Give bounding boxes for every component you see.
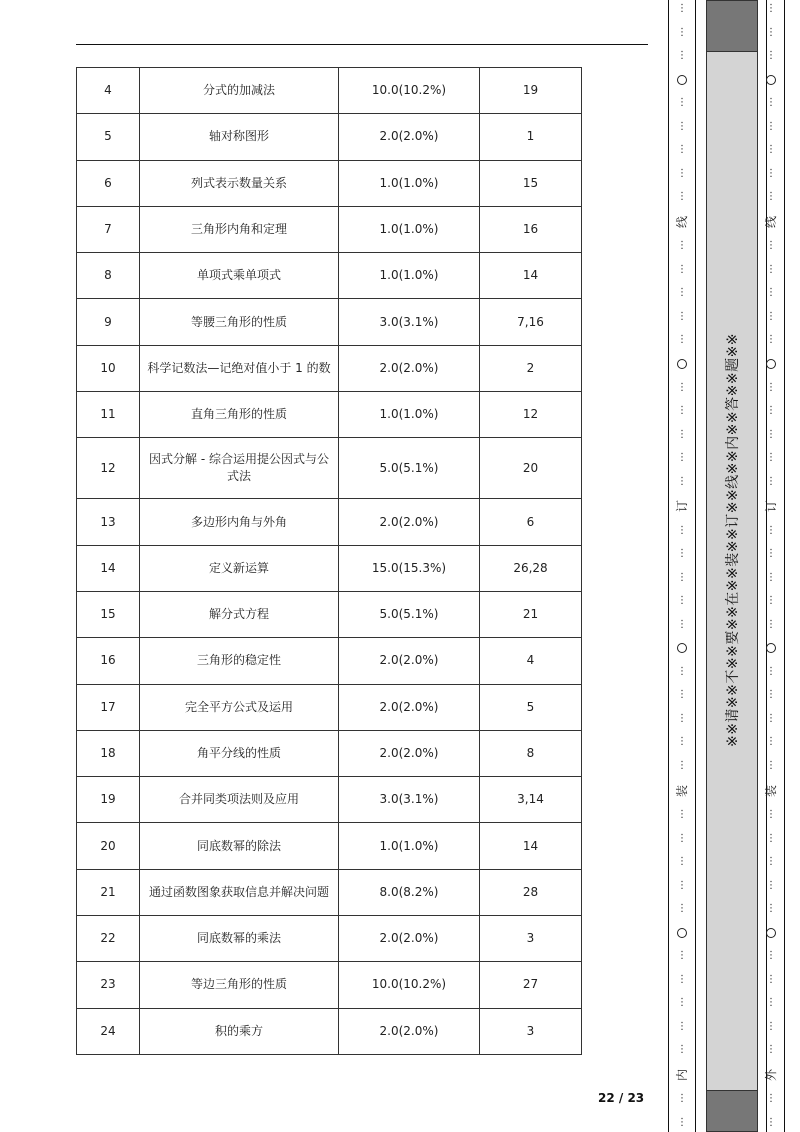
dot-leader: ⋮	[766, 1044, 776, 1056]
question-numbers-cell: 19	[480, 68, 582, 114]
question-numbers-cell: 16	[480, 206, 582, 252]
question-numbers-cell: 3,14	[480, 777, 582, 823]
table-row	[77, 68, 582, 114]
question-numbers-cell: 3	[480, 1008, 582, 1054]
hole-circle-icon	[766, 75, 776, 85]
row-number: 11	[77, 392, 140, 438]
dot-leader: ⋮	[766, 973, 776, 985]
inner-binding-char: 线	[674, 215, 689, 228]
outer-binding-char: 线	[763, 215, 778, 228]
question-numbers-cell: 20	[480, 438, 582, 499]
dot-leader: ⋮	[677, 3, 687, 14]
score-cell: 5.0(5.1%)	[339, 591, 480, 637]
hole-circle-icon	[677, 359, 687, 369]
row-number: 12	[77, 438, 140, 499]
score-cell: 1.0(1.0%)	[339, 253, 480, 299]
inner-dotted-column	[672, 0, 692, 1132]
dot-leader: ⋮	[766, 809, 776, 821]
dot-leader: ⋮	[677, 712, 687, 724]
score-cell: 10.0(10.2%)	[339, 68, 480, 114]
dot-leader: ⋮	[766, 1020, 776, 1032]
topic-cell: 直角三角形的性质	[140, 392, 339, 438]
dot-leader: ⋮	[677, 1116, 687, 1128]
question-numbers-cell: 6	[480, 499, 582, 545]
hole-circle-icon	[677, 643, 687, 653]
dot-leader: ⋮	[766, 689, 776, 701]
table-row	[77, 392, 582, 438]
dot-leader: ⋮	[766, 405, 776, 417]
dot-leader: ⋮	[766, 144, 776, 156]
table-row	[77, 114, 582, 160]
dot-leader: ⋮	[677, 263, 687, 275]
dot-leader: ⋮	[677, 595, 687, 607]
dot-leader: ⋮	[677, 665, 687, 677]
row-number: 8	[77, 253, 140, 299]
table-row	[77, 823, 582, 869]
outer-binding-char: 外	[763, 1068, 778, 1081]
dot-leader: ⋮	[677, 287, 687, 299]
dot-leader: ⋮	[766, 1116, 776, 1128]
table-row	[77, 499, 582, 545]
dot-leader: ⋮	[677, 97, 687, 109]
table-row	[77, 206, 582, 252]
table-row	[77, 591, 582, 637]
dot-leader: ⋮	[766, 548, 776, 560]
dot-leader: ⋮	[677, 973, 687, 985]
topic-cell: 同底数幂的除法	[140, 823, 339, 869]
question-numbers-cell: 14	[480, 253, 582, 299]
dot-leader: ⋮	[677, 240, 687, 252]
score-cell: 2.0(2.0%)	[339, 916, 480, 962]
table-row	[77, 160, 582, 206]
binding-notice: ※※请※※不※※要※※在※※装※※订※※线※※内※※答※※题※※	[725, 332, 741, 748]
dot-leader: ⋮	[766, 475, 776, 487]
dot-leader: ⋮	[766, 665, 776, 677]
hole-circle-icon	[677, 928, 687, 938]
table-row	[77, 916, 582, 962]
question-numbers-cell: 27	[480, 962, 582, 1008]
dot-leader: ⋮	[766, 240, 776, 252]
dot-leader: ⋮	[677, 381, 687, 393]
row-number: 21	[77, 869, 140, 915]
hole-circle-icon	[766, 643, 776, 653]
dot-leader: ⋮	[766, 191, 776, 203]
row-number: 23	[77, 962, 140, 1008]
row-number: 7	[77, 206, 140, 252]
row-number: 15	[77, 591, 140, 637]
score-cell: 2.0(2.0%)	[339, 499, 480, 545]
dot-leader: ⋮	[766, 167, 776, 179]
score-cell: 3.0(3.1%)	[339, 777, 480, 823]
topic-cell: 因式分解 - 综合运用提公因式与公式法	[140, 438, 339, 499]
table-row	[77, 684, 582, 730]
row-number: 5	[77, 114, 140, 160]
table-row	[77, 438, 582, 499]
knowledge-table	[76, 67, 582, 1055]
hole-circle-icon	[766, 359, 776, 369]
row-number: 16	[77, 638, 140, 684]
inner-binding-char: 内	[674, 1068, 689, 1081]
outer-binding-char: 订	[763, 500, 778, 513]
table-row	[77, 869, 582, 915]
topic-cell: 角平分线的性质	[140, 730, 339, 776]
question-numbers-cell: 21	[480, 591, 582, 637]
dot-leader: ⋮	[766, 736, 776, 748]
topic-cell: 等腰三角形的性质	[140, 299, 339, 345]
dot-leader: ⋮	[766, 524, 776, 536]
dot-leader: ⋮	[677, 524, 687, 536]
inner-binding-char: 装	[674, 784, 689, 797]
table-row	[77, 962, 582, 1008]
score-cell: 3.0(3.1%)	[339, 299, 480, 345]
dot-leader: ⋮	[677, 144, 687, 156]
score-cell: 10.0(10.2%)	[339, 962, 480, 1008]
dot-leader: ⋮	[677, 736, 687, 748]
question-numbers-cell: 7,16	[480, 299, 582, 345]
dot-leader: ⋮	[766, 832, 776, 844]
question-numbers-cell: 8	[480, 730, 582, 776]
dot-leader: ⋮	[766, 26, 776, 38]
dot-leader: ⋮	[766, 760, 776, 771]
dot-leader: ⋮	[766, 903, 776, 915]
row-number: 18	[77, 730, 140, 776]
dot-leader: ⋮	[677, 950, 687, 962]
dot-leader: ⋮	[766, 334, 776, 346]
dot-leader: ⋮	[766, 879, 776, 891]
score-cell: 2.0(2.0%)	[339, 730, 480, 776]
dot-leader: ⋮	[677, 310, 687, 322]
score-cell: 15.0(15.3%)	[339, 545, 480, 591]
score-cell: 2.0(2.0%)	[339, 114, 480, 160]
topic-cell: 同底数幂的乘法	[140, 916, 339, 962]
topic-cell: 积的乘方	[140, 1008, 339, 1054]
hole-circle-icon	[677, 75, 687, 85]
dot-leader: ⋮	[766, 381, 776, 393]
question-numbers-cell: 1	[480, 114, 582, 160]
dot-leader: ⋮	[766, 120, 776, 132]
dot-leader: ⋮	[677, 26, 687, 38]
dot-leader: ⋮	[677, 1093, 687, 1105]
topic-cell: 解分式方程	[140, 591, 339, 637]
table-row	[77, 1008, 582, 1054]
binding-block-bottom	[706, 1090, 758, 1132]
dot-leader: ⋮	[766, 997, 776, 1009]
dot-leader: ⋮	[766, 595, 776, 607]
topic-cell: 多边形内角与外角	[140, 499, 339, 545]
question-numbers-cell: 14	[480, 823, 582, 869]
topic-cell: 等边三角形的性质	[140, 962, 339, 1008]
topic-cell: 通过函数图象获取信息并解决问题	[140, 869, 339, 915]
row-number: 24	[77, 1008, 140, 1054]
row-number: 9	[77, 299, 140, 345]
dot-leader: ⋮	[766, 1093, 776, 1105]
table-row	[77, 345, 582, 391]
topic-cell: 轴对称图形	[140, 114, 339, 160]
dot-leader: ⋮	[677, 334, 687, 346]
score-cell: 5.0(5.1%)	[339, 438, 480, 499]
dot-leader: ⋮	[677, 405, 687, 417]
row-number: 22	[77, 916, 140, 962]
dot-leader: ⋮	[766, 428, 776, 440]
dot-leader: ⋮	[766, 97, 776, 109]
question-numbers-cell: 15	[480, 160, 582, 206]
dot-leader: ⋮	[677, 548, 687, 560]
row-number: 4	[77, 68, 140, 114]
dot-leader: ⋮	[766, 287, 776, 299]
score-cell: 1.0(1.0%)	[339, 823, 480, 869]
topic-cell: 单项式乘单项式	[140, 253, 339, 299]
score-cell: 2.0(2.0%)	[339, 345, 480, 391]
binding-block-top	[706, 0, 758, 52]
dot-leader: ⋮	[766, 856, 776, 868]
table-row	[77, 730, 582, 776]
question-numbers-cell: 5	[480, 684, 582, 730]
outer-dotted-column	[761, 0, 781, 1132]
topic-cell: 三角形的稳定性	[140, 638, 339, 684]
row-number: 6	[77, 160, 140, 206]
dot-leader: ⋮	[677, 618, 687, 630]
question-numbers-cell: 2	[480, 345, 582, 391]
table-row	[77, 638, 582, 684]
topic-cell: 列式表示数量关系	[140, 160, 339, 206]
topic-cell: 三角形内角和定理	[140, 206, 339, 252]
binding-line-inner	[695, 0, 696, 1132]
outer-binding-char: 装	[763, 784, 778, 797]
dot-leader: ⋮	[766, 950, 776, 962]
score-cell: 2.0(2.0%)	[339, 638, 480, 684]
table-row	[77, 299, 582, 345]
row-number: 17	[77, 684, 140, 730]
dot-leader: ⋮	[766, 712, 776, 724]
row-number: 10	[77, 345, 140, 391]
dot-leader: ⋮	[677, 452, 687, 464]
dot-leader: ⋮	[677, 903, 687, 915]
dot-leader: ⋮	[766, 263, 776, 275]
dot-leader: ⋮	[677, 120, 687, 132]
dot-leader: ⋮	[677, 760, 687, 771]
score-cell: 1.0(1.0%)	[339, 206, 480, 252]
binding-line-left	[668, 0, 669, 1132]
row-number: 13	[77, 499, 140, 545]
question-numbers-cell: 12	[480, 392, 582, 438]
dot-leader: ⋮	[766, 310, 776, 322]
table-row	[77, 777, 582, 823]
score-cell: 2.0(2.0%)	[339, 1008, 480, 1054]
dot-leader: ⋮	[766, 452, 776, 464]
question-numbers-cell: 3	[480, 916, 582, 962]
dot-leader: ⋮	[677, 809, 687, 821]
hole-circle-icon	[766, 928, 776, 938]
table-row	[77, 545, 582, 591]
topic-cell: 合并同类项法则及应用	[140, 777, 339, 823]
dot-leader: ⋮	[677, 50, 687, 62]
dot-leader: ⋮	[677, 571, 687, 583]
dot-leader: ⋮	[677, 428, 687, 440]
inner-binding-char: 订	[674, 500, 689, 513]
dot-leader: ⋮	[766, 618, 776, 630]
score-cell: 2.0(2.0%)	[339, 684, 480, 730]
binding-line-right	[784, 0, 785, 1132]
table-row	[77, 253, 582, 299]
dot-leader: ⋮	[766, 3, 776, 14]
topic-cell: 科学记数法—记绝对值小于 1 的数	[140, 345, 339, 391]
dot-leader: ⋮	[677, 856, 687, 868]
dot-leader: ⋮	[677, 191, 687, 203]
dot-leader: ⋮	[766, 571, 776, 583]
dot-leader: ⋮	[677, 167, 687, 179]
topic-cell: 分式的加减法	[140, 68, 339, 114]
question-numbers-cell: 28	[480, 869, 582, 915]
row-number: 20	[77, 823, 140, 869]
dot-leader: ⋮	[677, 475, 687, 487]
dot-leader: ⋮	[677, 689, 687, 701]
row-number: 14	[77, 545, 140, 591]
score-cell: 1.0(1.0%)	[339, 392, 480, 438]
dot-leader: ⋮	[677, 997, 687, 1009]
header-rule	[76, 44, 648, 45]
topic-cell: 完全平方公式及运用	[140, 684, 339, 730]
dot-leader: ⋮	[766, 50, 776, 62]
score-cell: 1.0(1.0%)	[339, 160, 480, 206]
score-cell: 8.0(8.2%)	[339, 869, 480, 915]
dot-leader: ⋮	[677, 879, 687, 891]
dot-leader: ⋮	[677, 1044, 687, 1056]
question-numbers-cell: 4	[480, 638, 582, 684]
dot-leader: ⋮	[677, 832, 687, 844]
topic-cell: 定义新运算	[140, 545, 339, 591]
dot-leader: ⋮	[677, 1020, 687, 1032]
page-number: 22 / 23	[598, 1091, 645, 1105]
question-numbers-cell: 26,28	[480, 545, 582, 591]
row-number: 19	[77, 777, 140, 823]
